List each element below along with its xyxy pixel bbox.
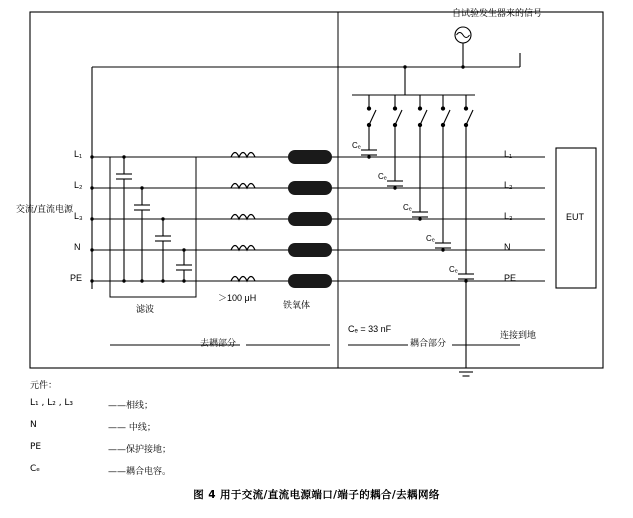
cap-symbol-N: Cₑ	[426, 234, 435, 243]
filter-block	[110, 157, 196, 297]
legend-definition: ——耦合电容。	[108, 467, 172, 477]
power-lines	[30, 67, 545, 289]
legend-term: L₁ , L₂ , L₃	[30, 398, 74, 408]
cap-symbol-L3: Cₑ	[403, 203, 412, 212]
legend-item	[30, 464, 330, 478]
right-line-label-L1: L₁	[504, 149, 513, 159]
ferrite-beads	[288, 150, 332, 288]
figure-caption: 图 4 用于交流/直流电源端口/端子的耦合/去耦网络	[193, 489, 440, 501]
eut-label: EUT	[566, 212, 584, 222]
cap-value-label: Cₑ = 33 nF	[348, 324, 392, 334]
cap-symbol-L1: Cₑ	[352, 141, 361, 150]
legend-item	[30, 420, 330, 434]
ferrite-label: 铁氧体	[283, 301, 311, 311]
left-line-label-L3: L₃	[74, 211, 83, 221]
section-separators	[150, 12, 520, 368]
coupling-section-label: 耦合部分	[410, 339, 447, 349]
coupling-switch-bank	[367, 95, 473, 133]
legend-term: Cₑ	[30, 464, 41, 474]
generator-signal-label: 自试验发生器来的信号	[452, 9, 543, 19]
filter-label: 滤波	[136, 305, 155, 315]
legend-item	[30, 398, 330, 412]
earth-connection	[455, 281, 477, 376]
decoupling-section-label: 去耦部分	[200, 339, 237, 349]
supply-label: 交流/直流电源	[16, 205, 74, 215]
cap-symbol-L2: Cₑ	[378, 172, 387, 181]
right-line-label-L2: L₂	[504, 180, 513, 190]
legend-definition: ——相线；	[108, 401, 154, 411]
right-line-label-L3: L₃	[504, 211, 513, 221]
decoupling-inductors	[231, 153, 255, 282]
legend-definition: —— 中线；	[108, 423, 156, 433]
legend-definition: ——保护接地；	[108, 445, 172, 455]
cap-symbol-PE: Cₑ	[449, 265, 458, 274]
legend-term: PE	[30, 442, 42, 452]
test-generator-branch	[352, 27, 520, 95]
inductor-label: ＞100 μH	[218, 293, 257, 303]
left-line-label-L2: L₂	[74, 180, 83, 190]
right-line-label-N: N	[504, 242, 511, 252]
ground-connection-label: 连接到地	[500, 331, 537, 341]
legend-term: N	[30, 420, 37, 430]
left-line-label-L1: L₁	[74, 149, 83, 159]
legend-item	[30, 442, 330, 456]
right-line-label-PE: PE	[504, 273, 517, 283]
left-line-label-PE: PE	[70, 273, 83, 283]
left-line-label-N: N	[74, 242, 81, 252]
coupling-capacitors	[361, 133, 474, 281]
legend-title: 元件：	[30, 381, 58, 391]
